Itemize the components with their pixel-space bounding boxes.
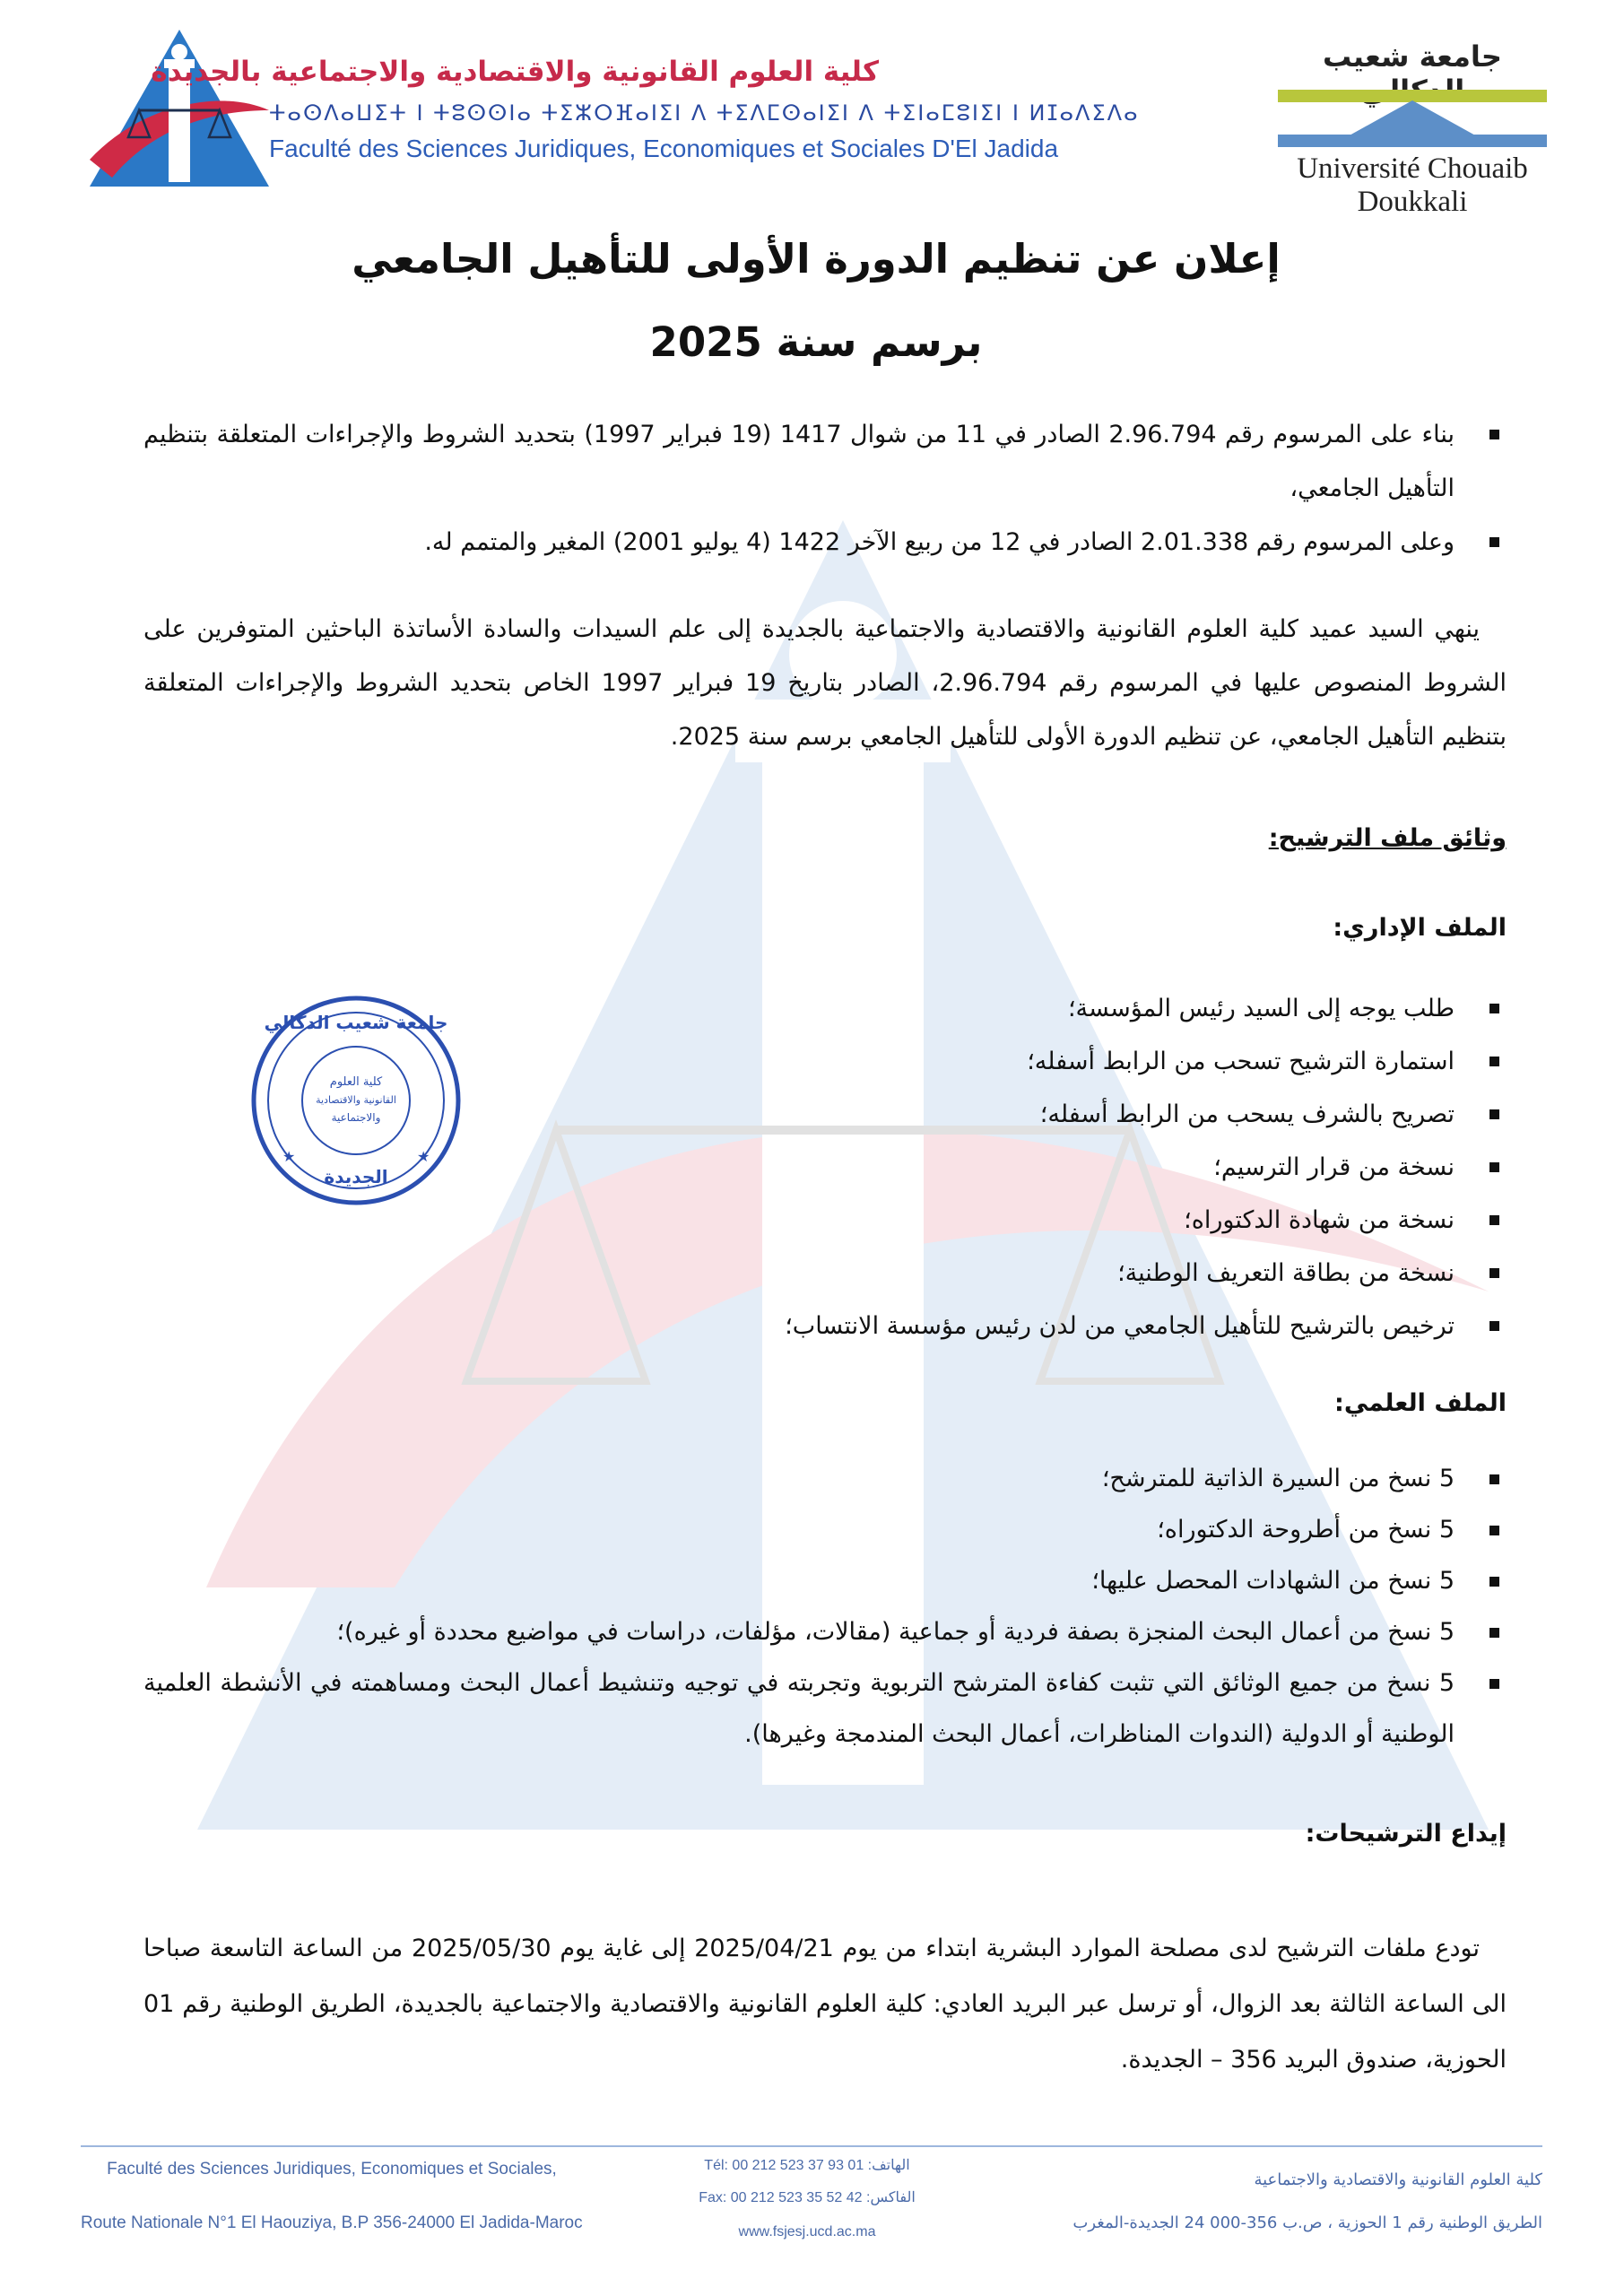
list-item: نسخة من قرار الترسيم؛: [143, 1141, 1507, 1194]
svg-text:★: ★: [282, 1148, 296, 1165]
svg-text:★: ★: [417, 1148, 430, 1165]
university-name-french: Université Chouaib Doukkali: [1297, 152, 1528, 218]
university-logo: [1278, 81, 1547, 152]
svg-text:الجديدة: الجديدة: [324, 1166, 388, 1187]
footer-website[interactable]: www.fsjesj.ucd.ac.ma: [738, 2224, 876, 2239]
footer-address-arabic: الطريق الوطنية رقم 1 الحوزية ، ص.ب 356-000 24 الجديدة-المغرب: [1073, 2213, 1542, 2232]
faculty-name-tifinagh: ⵜⴰⵙⴷⴰⵡⵉⵜ ⵏ ⵜⵓⵙⵙⵏⴰ ⵜⵉⵣⵔⴼⴰⵏⵉⵏ ⴷ ⵜⵉⴷⵎⵙⴰⵏⵉⵏ ⴷ ⵜⵉⵏⴰⵎⵓⵏⵉⵏ ⵏ ⵍⵊⴰⴷⵉⴷⴰ: [269, 100, 1140, 126]
footer-phone: Tél: 00 212 523 37 93 01 :الهاتف: [704, 2158, 910, 2173]
footer-address-french: Route Nationale N°1 El Haouziya, B.P 356-24000 El Jadida-Maroc: [81, 2213, 583, 2232]
scientific-file-list: [143, 1453, 1507, 1760]
deposit-heading: إيداع الترشيحات:: [1305, 1820, 1507, 1848]
faculty-name-french: Faculté des Sciences Juridiques, Economiques et Sociales D'El Jadida: [269, 135, 1059, 162]
faculty-logo: [85, 25, 274, 191]
scientific-file-heading: الملف العلمي:: [1334, 1389, 1507, 1417]
announcement-year: برسم سنة 2025: [649, 318, 983, 366]
administrative-file-heading: الملف الإداري:: [1333, 914, 1507, 942]
list-item: نسخة من بطاقة التعريف الوطنية؛: [143, 1247, 1507, 1300]
announcement-title: إعلان عن تنظيم الدورة الأولى للتأهيل الجامعي: [352, 235, 1281, 283]
university-name-arabic: جامعة شعيب: [1323, 39, 1502, 74]
footer-faculty-arabic: كلية العلوم القانونية والاقتصادية والاجتماعية: [1254, 2170, 1542, 2189]
documents-heading: وثائق ملف الترشيح:: [1268, 824, 1507, 852]
list-item: 5 نسخ من أعمال البحث المنجزة بصفة فردية أو جماعية (مقالات، مؤلفات، دراسات في مواضيع محددة أو غيره)؛: [143, 1606, 1507, 1657]
deposit-paragraph: تودع ملفات الترشيح لدى مصلحة الموارد البشرية ابتداء من يوم 2025/04/21 إلى غاية يوم 2025/05/30 من الساعة التاسعة صباحا الى الساعة الثالثة بعد الزوال، أو ترسل عبر البريد العادي: كلية العلوم القانونية والاقتصادية والاجتماعية بالجديدة، الطريق الوطنية رقم 01 الحوزية، صندوق البريد 356 – الجديدة.: [143, 1935, 1507, 2074]
list-item: 5 نسخ من الشهادات المحصل عليها؛: [143, 1555, 1507, 1606]
svg-text:كلية العلوم: كلية العلوم: [329, 1075, 383, 1089]
svg-text:القانونية والاقتصادية: القانونية والاقتصادية: [316, 1094, 396, 1106]
list-item: 5 نسخ من جميع الوثائق التي تثبت كفاءة المترشح التربوية وتجربته في توجيه وتنشيط أعمال البحث ومساهمته في الأنشطة العلمية الوطنية أو الدولية (الندوات المناظرات، أعمال البحث المندمجة وغيرها).: [143, 1657, 1507, 1760]
list-item: 5 نسخ من أطروحة الدكتوراه؛: [143, 1504, 1507, 1555]
list-item: 5 نسخ من السيرة الذاتية للمترشح؛: [143, 1453, 1507, 1504]
list-item: تصريح بالشرف يسحب من الرابط أسفله؛: [143, 1088, 1507, 1141]
svg-text:جامعة شعيب الدكالي: جامعة شعيب الدكالي: [264, 1012, 448, 1033]
official-stamp: [247, 991, 466, 1211]
footer-divider: [81, 2145, 1542, 2147]
list-item: وعلى المرسوم رقم 2.01.338 الصادر في 12 من ربيع الآخر 1422 (4 يوليو 2001) المغير والمتمم له.: [143, 516, 1507, 570]
footer-faculty-french: Faculté des Sciences Juridiques, Economiques et Sociales,: [107, 2160, 557, 2179]
list-item: استمارة الترشيح تسحب من الرابط أسفله؛: [143, 1035, 1507, 1088]
list-item: نسخة من شهادة الدكتوراه؛: [143, 1194, 1507, 1247]
footer-fax: Fax: 00 212 523 35 52 42 :الفاكس: [699, 2190, 916, 2205]
faculty-name-arabic: كلية العلوم القانونية والاقتصادية والاجتماعية بالجديدة: [151, 56, 879, 88]
announcement-paragraph: ينهي السيد عميد كلية العلوم القانونية والاقتصادية والاجتماعية بالجديدة إلى علم السيدات والسادة الأساتذة الباحثين المتوفرين على الشروط المنصوص عليها في المرسوم رقم 2.96.794، الصادر بتاريخ 19 فبراير 1997 الخاص بتحديد الشروط والإجراءات المتعلقة بتنظيم التأهيل الجامعي، عن تنظيم الدورة الأولى للتأهيل الجامعي برسم سنة 2025.: [143, 615, 1507, 751]
legal-basis-list: [143, 408, 1507, 570]
svg-text:والاجتماعية: والاجتماعية: [331, 1111, 381, 1124]
list-item: طلب يوجه إلى السيد رئيس المؤسسة؛: [143, 982, 1507, 1035]
list-item: بناء على المرسوم رقم 2.96.794 الصادر في 11 من شوال 1417 (19 فبراير 1997) بتحديد الشروط والإجراءات المتعلقة بتنظيم التأهيل الجامعي،: [143, 408, 1507, 516]
list-item: ترخيص بالترشيح للتأهيل الجامعي من لدن رئيس مؤسسة الانتساب؛: [143, 1300, 1507, 1352]
